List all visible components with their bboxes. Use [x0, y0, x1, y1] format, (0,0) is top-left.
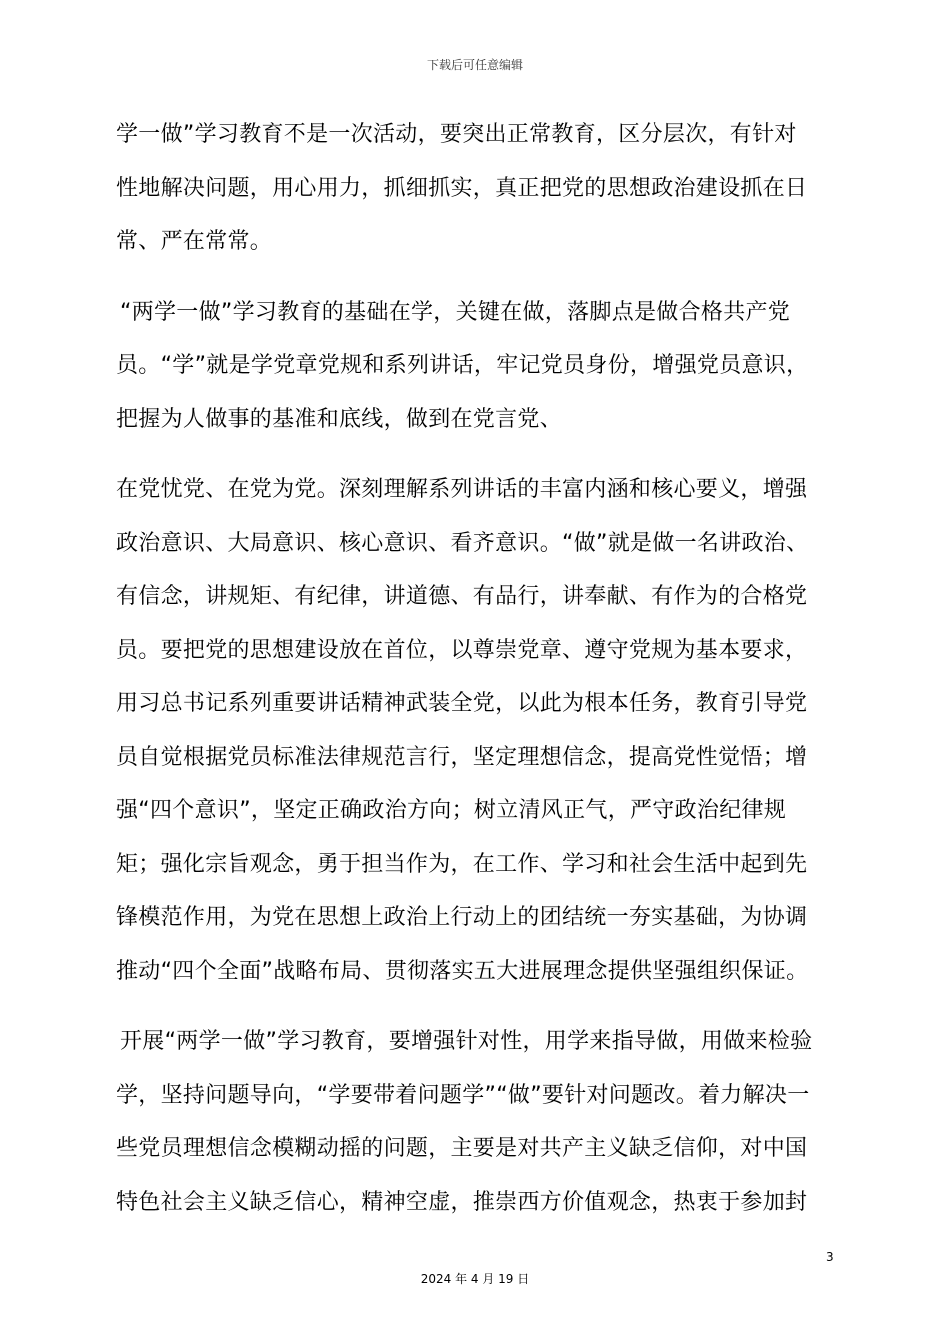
text-line: 常、严在常常。: [116, 229, 273, 254]
text-line: 性地解决问题，用心用力，抓细抓实，真正把党的思想政治建设抓在日: [116, 175, 808, 201]
text-line: 用习总书记系列重要讲话精神武装全党，以此为根本任务，教育引导党: [116, 691, 808, 716]
paragraph-2: [116, 286, 836, 447]
text-line: 特色社会主义缺乏信心，精神空虚，推崇西方价值观念，热衷于参加封: [116, 1189, 808, 1215]
text-line: 有信念，讲规矩、有纪律，讲道德、有品行，讲奉献、有作为的合格党: [116, 584, 808, 609]
document-body: [116, 108, 836, 1229]
text-line: 锋模范作用，为党在思想上政治上行动上的团结统一夯实基础，为协调: [116, 905, 808, 930]
text-line: “两学一做”学习教育的基础在学，关键在做，落脚点是做合格共产党: [120, 299, 791, 325]
paragraph-3: [116, 463, 836, 998]
text-line: 些党员理想信念模糊动摇的问题，主要是对共产主义缺乏信仰，对中国: [116, 1136, 808, 1161]
text-line: 把握为人做事的基准和底线，做到在党言党、: [116, 406, 563, 432]
text-line: 政治意识、大局意识、核心意识、看齐意识。“做”就是做一名讲政治、: [116, 530, 809, 556]
text-line: 学，坚持问题导向，“学要带着问题学”“做”要针对问题改。着力解决一: [116, 1082, 810, 1108]
text-line: 员。要把党的思想建设放在首位，以尊崇党章、遵守党规为基本要求，: [116, 637, 808, 663]
text-line: 强“四个意识”，坚定正确政治方向；树立清风正气，严守政治纪律规: [116, 798, 787, 823]
text-line: 开展“两学一做”学习教育，要增强针对性，用学来指导做，用做来检验: [120, 1029, 813, 1054]
text-line: 矩；强化宗旨观念，勇于担当作为，在工作、学习和社会生活中起到先: [116, 851, 808, 877]
paragraph-1: [116, 108, 836, 269]
text-line: 员。“学”就是学党章党规和系列讲话，牢记党员身份，增强党员意识，: [116, 353, 809, 378]
text-line: 员自觉根据党员标准法律规范言行，坚定理想信念，提高党性觉悟；增: [116, 744, 808, 770]
text-line: 在党忧党、在党为党。深刻理解系列讲话的丰富内涵和核心要义，增强: [116, 477, 808, 502]
page-header: 下载后可任意编辑: [426, 58, 523, 72]
text-line: 学一做”学习教育不是一次活动，要突出正常教育，区分层次，有针对: [116, 122, 797, 147]
text-line: 推动“四个全面”战略布局、贯彻落实五大进展理念提供坚强组织保证。: [116, 958, 809, 984]
footer-date: 2024 年 4 月 19 日: [420, 1272, 530, 1286]
page-number: 3: [826, 1250, 834, 1264]
paragraph-4: [116, 1015, 836, 1229]
